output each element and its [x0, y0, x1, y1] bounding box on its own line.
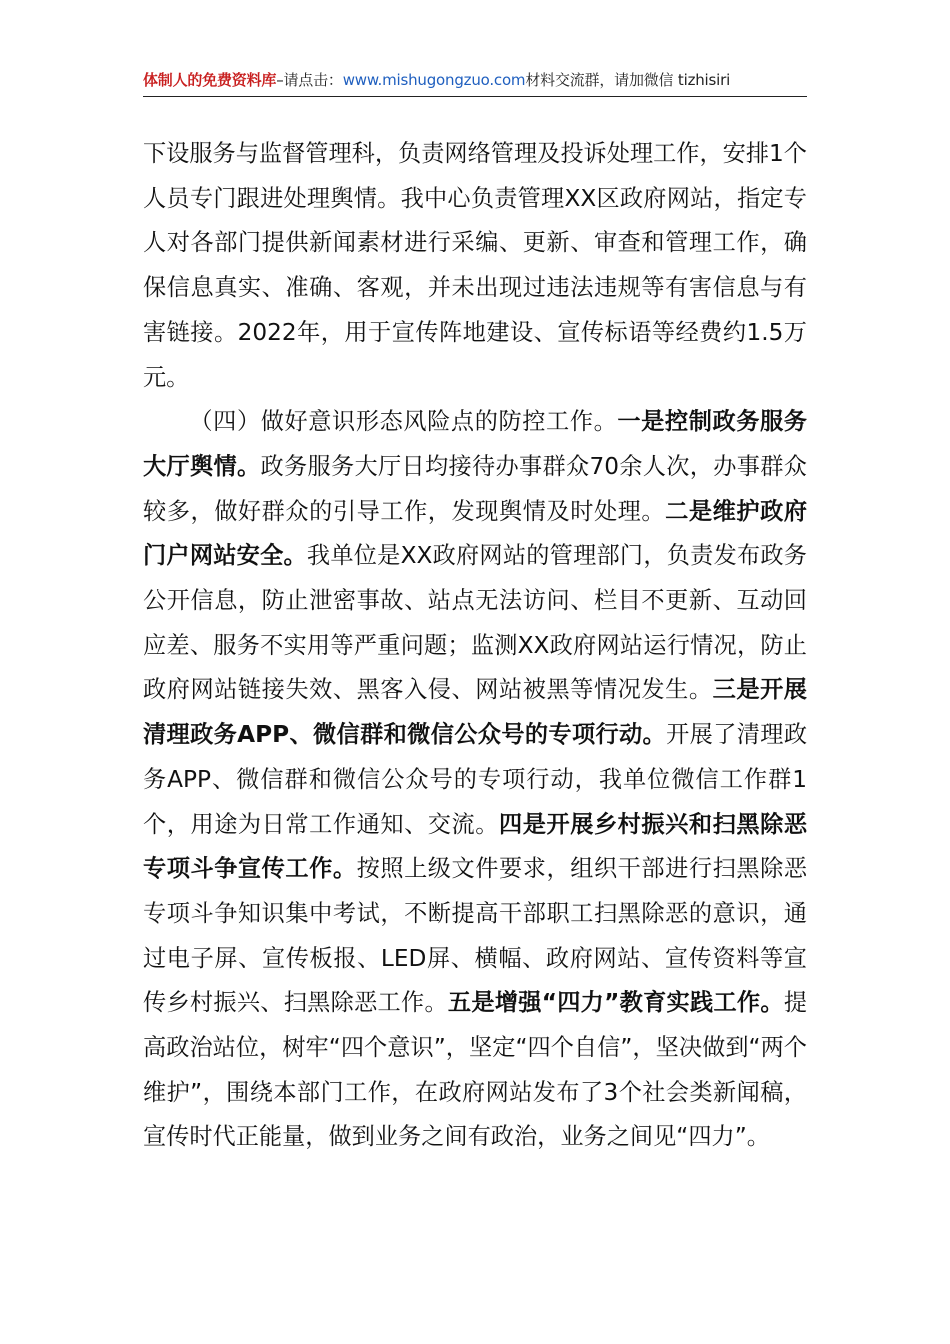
point-5-text: 提高政治站位，树牢“四个意识”，坚定“四个自信”，坚决做到“两个维护”，围绕本部门工作，在政府网站发布了3个社会类新闻稿，宣传时代正能量，做到业务之间有政治，业务之间见“四力”。 — [143, 989, 808, 1151]
point-3-text: 开展了清理政务APP、微信群和微信公众号的专项行动，我单位微信工作群1个，用途为日常工作通知、交流。 — [143, 721, 808, 838]
point-4-heading: 四是开展乡村振兴和扫黑除恶专项斗争宣传工作。 — [143, 810, 808, 883]
point-4-text: 按照上级文件要求，组织干部进行扫黑除恶专项斗争知识集中考试，不断提高干部职工扫黑除恶的意识，通过电子屏、宣传板报、LED屏、横幅、政府网站、宣传资料等宣传乡村振兴、扫黑除恶工作。 — [143, 855, 808, 1017]
page-header — [143, 66, 807, 97]
point-2-heading: 二是维护政府门户网站安全。 — [143, 497, 808, 570]
point-1-text: 政务服务大厅日均接待办事群众70余人次，办事群众较多，做好群众的引导工作，发现舆情及时处理。 — [143, 452, 807, 525]
point-1-heading: 一是控制政务服务大厅舆情。 — [143, 408, 807, 480]
header-prompt: –请点击： — [276, 71, 343, 89]
paragraph-2 — [143, 400, 807, 1160]
header-brand: 体制人的免费资料库 — [143, 71, 277, 89]
header-contact: 材料交流群，请加微信 tizhisiri — [525, 71, 731, 89]
header-link[interactable]: www.mishugongzuo.com — [342, 71, 526, 89]
paragraph-1: 下设服务与监督管理科，负责网络管理及投诉处理工作，安排1个人员专门跟进处理舆情。我中心负责管理XX区政府网站，指定专人对各部门提供新闻素材进行采编、更新、审查和管理工作，确保信息真实、准确、客观，并未出现过违法违规等有害信息与有害链接。2022年，用于宣传阵地建设、宣传标语等经费约1.5万元。 — [143, 140, 807, 391]
section-4-heading: （四）做好意识形态风险点的防控工作。 — [189, 408, 618, 436]
point-2-text: 我单位是XX政府网站的管理部门，负责发布政务公开信息，防止泄密事故、站点无法访问、栏目不更新、互动回应差、服务不实用等严重问题；监测XX政府网站运行情况，防止政府网站链接失效、黑客入侵、网站被黑等情况发生。 — [143, 542, 807, 704]
point-3-heading: 三是开展清理政务APP、微信群和微信公众号的专项行动。 — [143, 676, 807, 749]
point-5-heading: 五是增强“四力”教育实践工作。 — [447, 989, 784, 1017]
document-body — [143, 132, 807, 1160]
